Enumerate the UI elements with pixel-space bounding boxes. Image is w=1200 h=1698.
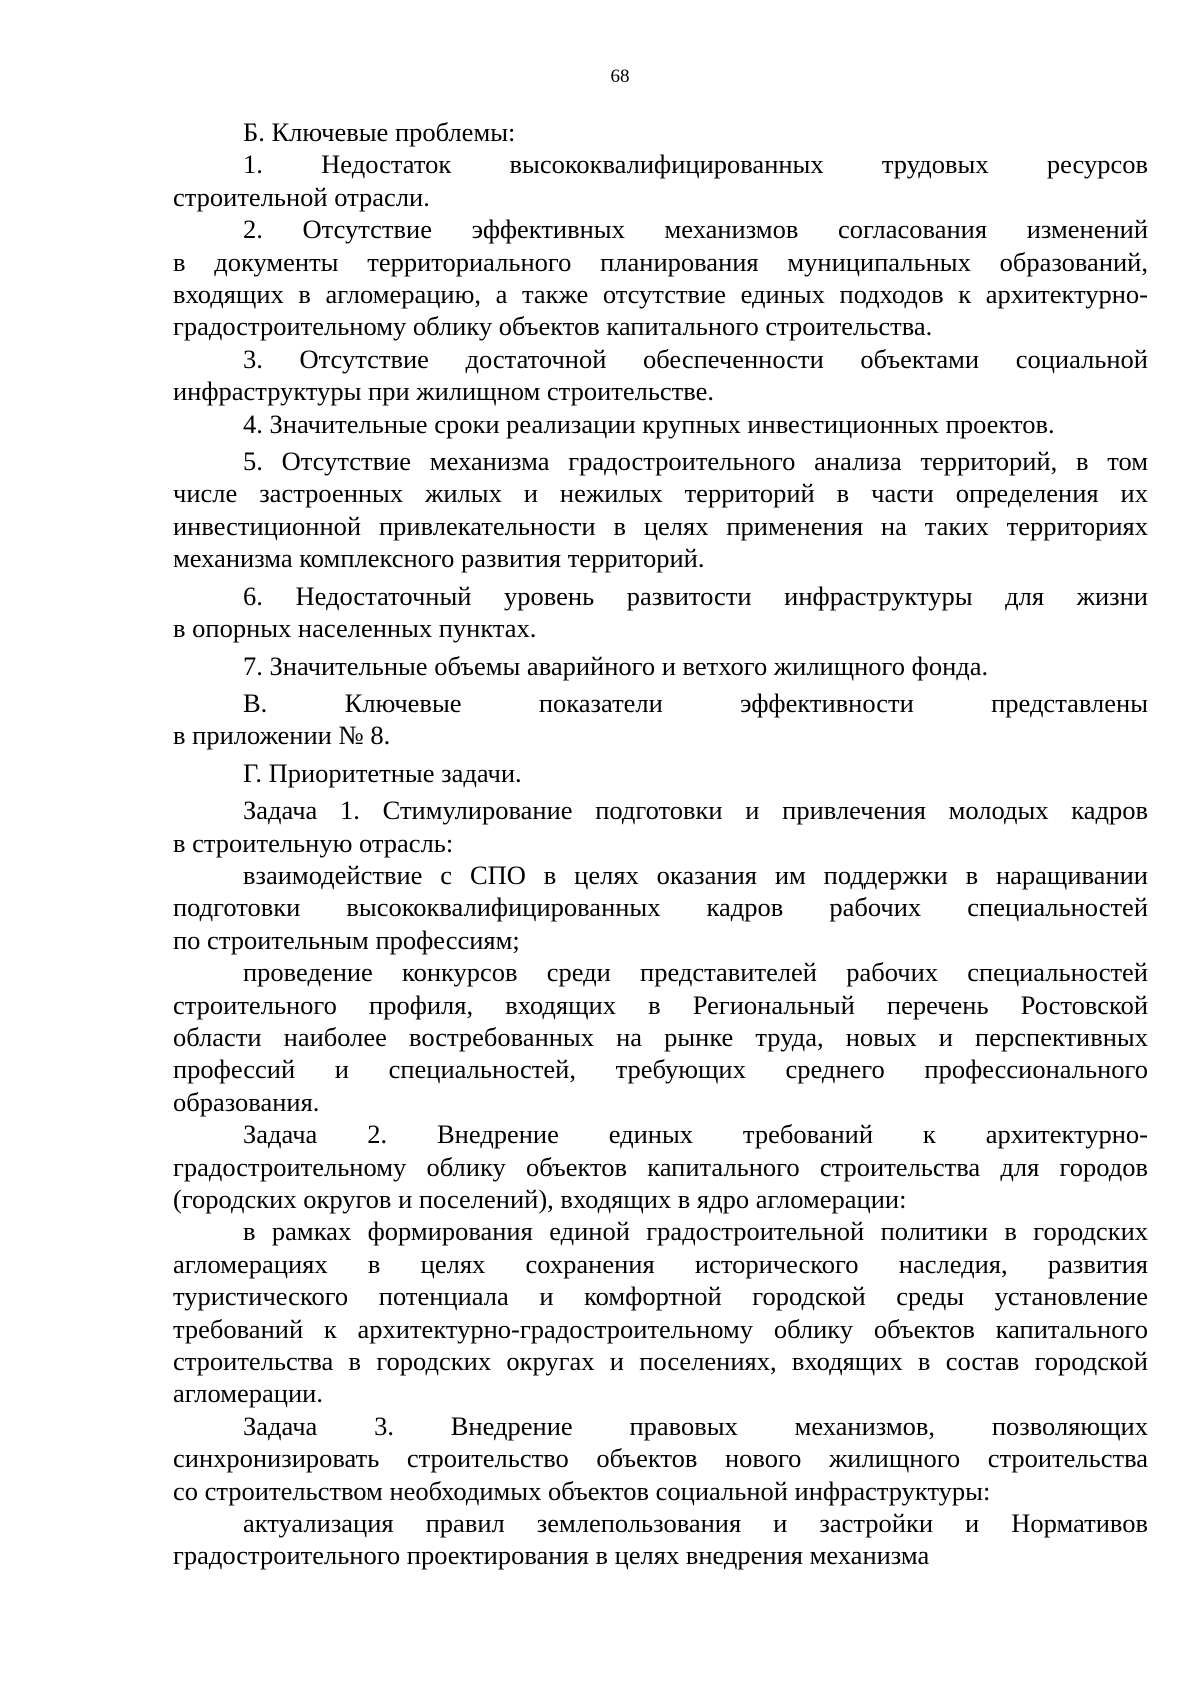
text-line: 1. Недостаток высококвалифицированных трудовых ресурсов <box>243 149 1148 180</box>
paragraph <box>173 650 1148 682</box>
paragraph <box>173 794 1148 859</box>
text-line: 2. Отсутствие эффективных механизмов согласования изменений <box>243 214 1148 245</box>
text-line: градостроительному облику объектов капитального строительства. <box>173 311 933 342</box>
paragraph <box>173 580 1148 645</box>
paragraph <box>173 956 1148 1118</box>
text-line: Задача 3. Внедрение правовых механизмов, позволяющих <box>243 1410 1148 1441</box>
text-line: взаимодействие с СПО в целях оказания им поддержки в наращивании <box>243 859 1148 890</box>
text-line: градостроительному облику объектов капитального строительства для городов <box>173 1151 1148 1182</box>
text-line: в документы территориального планирования муниципальных образований, <box>173 246 1148 277</box>
text-line: актуализация правил землепользования и застройки и Нормативов <box>243 1508 1148 1539</box>
text-line: 7. Значительные объемы аварийного и ветхого жилищного фонда. <box>243 650 989 681</box>
text-line: Задача 1. Стимулирование подготовки и привлечения молодых кадров <box>243 795 1148 826</box>
text-line: инфраструктуры при жилищном строительстве. <box>173 376 714 407</box>
paragraph <box>173 116 1148 148</box>
text-line: области наиболее востребованных на рынке труда, новых и перспективных <box>173 1021 1148 1052</box>
text-line: синхронизировать строительство объектов нового жилищного строительства <box>173 1443 1148 1474</box>
text-line: образования. <box>173 1086 320 1117</box>
text-line: В. Ключевые показатели эффективности представлены <box>243 687 1148 718</box>
text-line: 6. Недостаточный уровень развитости инфраструктуры для жизни <box>243 580 1148 611</box>
page-number: 68 <box>610 66 630 87</box>
paragraph <box>173 408 1148 440</box>
text-line: в приложении № 8. <box>173 720 391 751</box>
paragraph <box>173 343 1148 408</box>
text-line: Задача 2. Внедрение единых требований к архитектурно- <box>243 1119 1148 1150</box>
text-line: проведение конкурсов среди представителей рабочих специальностей <box>243 957 1148 988</box>
paragraph <box>173 687 1148 752</box>
paragraph <box>173 148 1148 213</box>
text-line: 4. Значительные сроки реализации крупных инвестиционных проектов. <box>243 408 1055 439</box>
paragraph <box>173 859 1148 956</box>
text-line: Г. Приоритетные задачи. <box>243 757 522 788</box>
text-line: инвестиционной привлекательности в целях применения на таких территориях <box>173 510 1148 541</box>
text-line: требований к архитектурно-градостроительному облику объектов капитального <box>173 1313 1148 1344</box>
text-line: 5. Отсутствие механизма градостроительного анализа территорий, в том <box>243 446 1148 477</box>
text-line: градостроительного проектирования в целях внедрения механизма <box>173 1540 930 1571</box>
text-line: в опорных населенных пунктах. <box>173 613 537 644</box>
text-line: строительного профиля, входящих в Региональный перечень Ростовской <box>173 989 1148 1020</box>
paragraph <box>173 445 1148 575</box>
paragraph <box>173 1410 1148 1507</box>
text-line: агломерациях в целях сохранения исторического наследия, развития <box>173 1248 1148 1279</box>
text-line: туристического потенциала и комфортной городской среды установление <box>173 1281 1148 1312</box>
text-line: строительной отрасли. <box>173 181 430 212</box>
text-line: в строительную отрасль: <box>173 827 454 858</box>
paragraph <box>173 757 1148 789</box>
text-line: строительства в городских округах и поселениях, входящих в состав городской <box>173 1346 1148 1377</box>
text-line: в рамках формирования единой градостроительной политики в городских <box>243 1216 1148 1247</box>
paragraph <box>173 1118 1148 1215</box>
text-line: агломерации. <box>173 1378 323 1409</box>
text-line: по строительным профессиям; <box>173 924 520 955</box>
text-line: подготовки высококвалифицированных кадров рабочих специальностей <box>173 892 1148 923</box>
text-line: профессий и специальностей, требующих среднего профессионального <box>173 1054 1148 1085</box>
text-line: со строительством необходимых объектов социальной инфраструктуры: <box>173 1475 991 1506</box>
text-line: 3. Отсутствие достаточной обеспеченности объектами социальной <box>243 343 1148 374</box>
paragraph <box>173 1507 1148 1572</box>
document-body <box>173 116 1148 1572</box>
text-line: числе застроенных жилых и нежилых территорий в части определения их <box>173 478 1148 509</box>
paragraph <box>173 1215 1148 1409</box>
text-line: (городских округов и поселений), входящих в ядро агломерации: <box>173 1184 907 1214</box>
text-line: Б. Ключевые проблемы: <box>243 117 516 147</box>
paragraph <box>173 213 1148 343</box>
text-line: входящих в агломерацию, а также отсутствие единых подходов к архитектурно- <box>173 279 1148 310</box>
text-line: механизма комплексного развития территорий. <box>173 543 705 574</box>
